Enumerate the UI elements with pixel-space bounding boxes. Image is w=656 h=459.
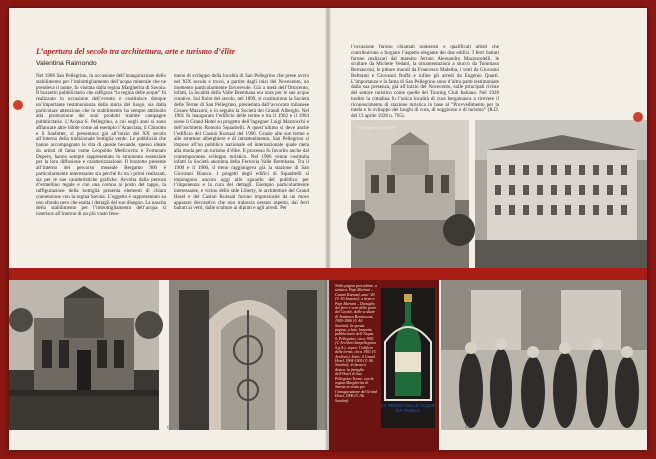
red-band — [9, 268, 647, 280]
casino-interior-photo — [169, 280, 327, 430]
terme-photo-label: S. Pellegrino – Le Terme — [357, 126, 396, 130]
terme-building-photo — [351, 120, 469, 268]
edge-dot-right — [633, 112, 643, 122]
royal-visit-photo — [441, 280, 647, 430]
bottle-poster — [381, 288, 435, 428]
grand-hotel-photo — [475, 120, 647, 268]
casino-kursaal-photo — [9, 280, 159, 430]
photo-captions: Nella pagina precedente, a sinistra: Papi Mariani – Casinò Kursaal, anni ’40 (© Ali Seattini); a destra: Papi Mariani – Dettaglio dei ferri e vetri delle porte del Casinò, dalle sculture di Tommaso Bernasconi, 1905-1906 (© Ali Seattini). In questa pagina, a lato: bozzetto pubblicitario dell’Acqua S. Pellegrino, circa 1901 (© Archivio Sanpellegrino S.p.A.); sopra: l’edificio delle terme, circa 1901 (© Archivio). Sotto: il Grand Hotel, 1904-1905 (© Ali Seattini); in basso a destra: la famiglia dell’Hotel di San Pellegrino Terme, con la regina Margherita di Savoia in visita per l’inaugurazione del Grand Hotel, 1906 (© Ali Seattini). — [335, 284, 377, 403]
text-column-1: Nel 1906 San Pellegrino, in occasione dell’inaugurazione dello stabilimento per l’imbottigliamento dell’acqua minerale che ne prendeva il nome, fu visitata dalla regina Margherita di Savoia. Il bozzetto pubblicitario che raffigura “la regina delle acque” fu realizzato in occasione dell’evento e costituisce dunque un’importante testimonianza della storia del luogo, sia dalla particolare attenzione che lo stabilimento ha sempre attribuito alla promozione dei suoi prodotti tramite campagne pubblicitarie. L’Acqua S. Pellegrino, a cui negli anni si sono affiancate altre bibite come ad esempio l’Aranciata, il Chinotto e il Sanbitter, si presentava già all’inizio del XX secolo all’interno della tradizionale bottiglia verde. Le pubblicità che hanno accompagnato la vita di queste bevande, spesso ideate da artisti di fama come Leopoldo Metlicovitz e Fortunato Depero, hanno sempre rappresentato lo strumento essenziale per la loro diffusione e caratterizzazione. Il bozzetto presente all’interno del percorso museale Bergamo 900 è particolarmente interessante sia perché fu tra i primi realizzati, sia per le sue caratteristiche grafiche. Avvolta dalla petrosa d’ermellino regale e con una corona ai posto del tappo, la raffigurazione della bottiglia presenta elementi di chiara connessione con la regina Savoia. L’oggetto è rappresentato su uno sfondo nero che esalta i dettagli del suo disegno. La nascita dello stabilimento per l’imbottigliamento dell’acqua si inserisce all’interno di un più vasto feno- — [36, 73, 166, 217]
text-column-3: l’occasione furono chiamati numerosi e qualificati artisti che contribuirono a forgiare l’aspetto elegante dei due edifici. I ferri battuti furono realizzati dal maestro ferraio Alessandro Mazzucotelli, le sculture da Michele Vedani, la ornamentazioni a stucco da Tommaso Bernasconi, le pitture murali da Francesco Malerba, i vetri da Giovanni Beltrami e Giovanni Buffa e infine gli arredi da Eugenio Quarti. L’importanza e la fama di San Pellegrino sono d’altra parte testimoniate dalla sua presenza, già all’inizio del Novecento, sulle principali riviste del settore turistico come quelle del Touring Club Italiano. Nel 1928 inoltre la cittadina fu l’unica località di cura bergamasca a ricevere il riconoscimento di stazione turistica in base al “Provvedimento per la tutela e lo sviluppo dei luoghi di cura, di soggiorno e di turismo” (R.D. del 13 aprile 1928 n. 765). — [351, 44, 499, 119]
bottle-slogan: LA REGINA DELLE ACQUE DA TAVOLA — [381, 403, 435, 413]
article-title: L’apertura del secolo tra architettura, arte e turismo d’élite — [36, 47, 235, 56]
edge-dot-left — [13, 100, 23, 110]
right-page — [329, 8, 647, 450]
magazine-spread — [9, 8, 647, 450]
page-number-right: 63 — [465, 426, 470, 431]
text-column-2: meno di sviluppo della località di San Pellegrino che prese avvio nel XIX secolo e trovò, a partire dagli inizi del Novecento, un momento particolarmente favorevole. Già a metà dell’Ottocento, infatti, la località della Valle Brembana era nota per le sue acque curative. Sul finire del secolo, nel 1899, si costituirono la Società delle Terme di San Pellegrino, presieduta dall’avvocato milanese Cesare Mazzoni, e in seguito la Società dei Grandi Alberghi. Nel 1901 fu inaugurato l’edificio delle terme e tra il 1902 e il 1904 sorse il Grand Hotel su progetto dell’ingegner Luigi Mazzocchi e dell’architetto Romolo Squadrelli. A quest’ultimo si deve anche l’edificio del Casinò Kursaal del 1906. Grazie alle sue terme e alle strutture alberghiere e di intrattenimento, San Pellegrino si impose all’un pubblico nazionale ed internazionale quale meta alla moda per un turismo d’élite. Il processo fu favorito anche dal contemporaneo sviluppo turistico. Nel 1906 venne costituita infatti la Società anonima della Ferrovia Valle Brembana. Tra il 1900 e il 1906, il treno raggiungeva già la stazione di San Giovanni Bianco. I progetti degli edifici di Squadrelli si impongono ancora oggi allo sguardo del pubblico per l’imponenza e la cura dei dettagli. Esempio particolarmente interessante, e vicino dello stile Liberty, le architetture del Grand Hotel e del Casinò Kursaal furono impreziosite da un moro apparato decorativo che non tralascia nessun aspetto, dai ferri battuti ai vetri, dalle sculture ai dipinti e agli arredi. Per — [174, 73, 309, 212]
page-number-left: 62 — [167, 426, 172, 431]
left-page — [9, 8, 327, 450]
article-author: Valentina Raimondo — [36, 60, 97, 67]
